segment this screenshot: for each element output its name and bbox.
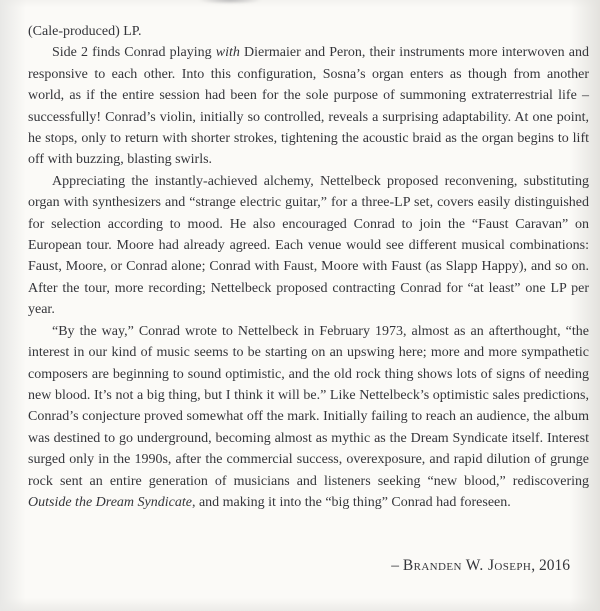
text-run: , and making it into the “big thing” Conrad had foreseen. — [191, 494, 511, 510]
scan-artifact-smudge — [198, 0, 262, 4]
signature-year: , 2016 — [531, 557, 570, 574]
paragraph — [28, 171, 589, 321]
text-run: (Cale-produced) LP. — [28, 24, 142, 39]
paragraph — [28, 21, 589, 42]
paragraph — [28, 321, 589, 514]
body-paragraphs — [28, 21, 589, 513]
italic-text-run: Outside the Dream Syndicate — [28, 494, 192, 510]
signature-dash: – — [391, 557, 403, 574]
signature — [391, 555, 570, 577]
signature-name: Branden W. Joseph — [402, 557, 532, 574]
text-run: Appreciating the instantly-achieved alchemy, Nettelbeck proposed reconvening, substituting organ with synthesizers and “strange electric guitar,” for a three-LP set, covers easily distinguished for selection according to mood. He also encouraged Conrad to join the “Faust Caravan” on European tour. Moore had already agreed. Each venue would see different musical combinations: Faust, Moore, or Conrad alone; Conrad with Faust, Moore with Faust (as Slapp Happy), and so on. After the tour, more recording; Nettelbeck proposed contracting Conrad for “at least” one LP per year. — [28, 173, 589, 318]
text-run: “By the way,” Conrad wrote to Nettelbeck in February 1973, almost as an afterthought, “the interest in our kind of music seems to be starting on an upswing here; more and more sympathetic composers are beginning to sound optimistic, and the old rock thing shows lots of signs of needing new blood. It’s not a big thing, but I think it will be.” Like Nettelbeck’s optimistic sales predictions, Conrad’s conjecture proved somewhat off the mark. Initially failing to reach an audience, the album was destined to go underground, becoming almost as mythic as the Dream Syndicate itself. Interest surged only in the 1990s, after the commercial success, overexposure, and rapid dilution of grunge rock sent an entire generation of musicians and listeners seeking “new blood,” rediscovering — [28, 323, 589, 489]
paragraph — [28, 42, 589, 170]
text-run: Diermaier and Peron, their instruments more interwoven and responsive to each other. Into this configuration, Sosna’s organ enters as though from another world, as if the entire session had been for the sole purpose of summoning extraterrestrial life – successfully! Conrad’s violin, initially so controlled, reveals a surprising adaptability. At one point, he stops, only to return with shorter strokes, tightening the acoustic braid as the organ begins to lift off with buzzing, blasting swirls. — [28, 45, 589, 168]
italic-text-run: with — [215, 45, 240, 61]
text-run: Side 2 finds Conrad playing — [52, 45, 216, 61]
